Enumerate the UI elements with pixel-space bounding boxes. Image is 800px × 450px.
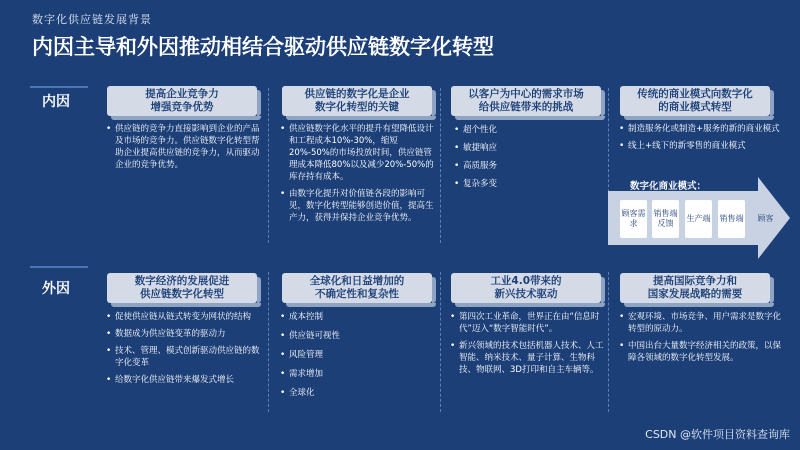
- list-item: • 线上+线下的新零售的商业模式: [617, 140, 782, 152]
- external-card-1-heading: 数字经济的发展促进 供应链数字化转型: [107, 273, 257, 303]
- list-item: • 促使供应链从链式转变为网状的结构: [104, 311, 264, 323]
- internal-card-3-heading: 以客户为中心的需求市场 给供应链带来的挑战: [451, 86, 601, 116]
- column-separator: [440, 88, 441, 243]
- external-card-3-heading: 工业4.0带来的 新兴技术驱动: [451, 273, 601, 303]
- external-card-3-list: [448, 311, 605, 381]
- page-subtitle: 数字化供应链发展背景: [32, 13, 152, 26]
- list-item: • 复杂多变: [452, 178, 602, 190]
- list-item: • 技术、管理、模式创新驱动供应链的数字化变革: [104, 345, 264, 369]
- external-row-label: 外因: [42, 281, 70, 297]
- list-item: • 供应链的竞争力直接影响到企业的产品及市场的竞争力。供应链数字化转型帮助企业提高供应链的竞争力，从而驱动企业的竞争优势。: [104, 123, 264, 171]
- chain-step-production: 生产端: [685, 200, 712, 238]
- list-item: • 中国出台大量数字经济相关的政策，以保障各领域的数字化转型发展。: [617, 340, 782, 364]
- list-item: • 由数字化提升对价值链各段的影响可见，数字化转型能够创造价值，提高生产力，获得并保持企业竞争优势。: [278, 188, 438, 224]
- internal-card-1-heading: 提高企业竞争力 增强竞争优势: [107, 86, 257, 116]
- list-item: • 数据成为供应链变革的驱动力: [104, 328, 264, 340]
- list-item: • 高质服务: [452, 160, 602, 172]
- external-card-4-heading: 提高国际竞争力和 国家发展战略的需要: [620, 273, 770, 303]
- list-item: • 风险管理: [278, 349, 433, 361]
- external-divider: [30, 266, 88, 268]
- list-item: • 供应链可视性: [278, 330, 433, 342]
- external-card-4-list: [617, 311, 782, 369]
- external-card-2-list: [278, 311, 433, 406]
- chain-step-sales: 销售端: [718, 200, 745, 238]
- list-item: • 制造服务化或制造+服务的新的商业模式: [617, 123, 782, 135]
- column-separator: [268, 88, 269, 243]
- page-title: 内因主导和外因推动相结合驱动供应链数字化转型: [32, 35, 494, 59]
- external-card-2-heading: 全球化和日益增加的 不确定性和复杂性: [282, 273, 432, 303]
- internal-card-4-heading: 传统的商业模式向数字化 的商业模式转型: [620, 86, 770, 116]
- list-item: • 给数字化供应链带来爆发式增长: [104, 374, 264, 386]
- list-item: • 超个性化: [452, 124, 602, 136]
- internal-card-3-list: [452, 124, 602, 196]
- chain-step-customer: 顾客: [757, 214, 774, 223]
- column-separator: [268, 272, 269, 412]
- internal-card-1-list: [104, 123, 264, 176]
- column-separator: [440, 272, 441, 412]
- business-model-title: 数字化商业模式：: [630, 181, 707, 192]
- list-item: • 新兴领域的技术包括机器人技术、人工智能、纳米技术、量子计算、生物科技、物联网、3D打印和自主车辆等。: [448, 340, 605, 376]
- list-item: • 供应链数字化水平的提升有望降低设计和工程成本10%-30%，缩短20%-50%的市场投放时间，供应链管理成本降低80%以及减少20%-50%的库存持有成本。: [278, 123, 438, 183]
- watermark: CSDN @软件项目资料查询库: [645, 428, 790, 441]
- list-item: • 宏观环境、市场竞争、用户需求是数字化转型的原动力。: [617, 311, 782, 335]
- external-card-1-list: [104, 311, 264, 391]
- internal-card-2-list: [278, 123, 438, 229]
- column-separator: [608, 272, 609, 412]
- internal-divider: [30, 86, 88, 88]
- chain-step-customer-demand: 顾客需求: [620, 200, 647, 238]
- list-item: • 需求增加: [278, 368, 433, 380]
- chain-step-sales-feedback: 销售端反馈: [652, 200, 679, 238]
- list-item: • 第四次工业革命，世界正在由“信息时代”迈入“数字智能时代”。: [448, 311, 605, 335]
- internal-row-label: 内因: [42, 94, 70, 110]
- internal-card-4-list: [617, 123, 782, 157]
- list-item: • 敏捷响应: [452, 142, 602, 154]
- list-item: • 全球化: [278, 387, 433, 399]
- internal-card-2-heading: 供应链的数字化是企业 数字化转型的关键: [282, 86, 432, 116]
- list-item: • 成本控制: [278, 311, 433, 323]
